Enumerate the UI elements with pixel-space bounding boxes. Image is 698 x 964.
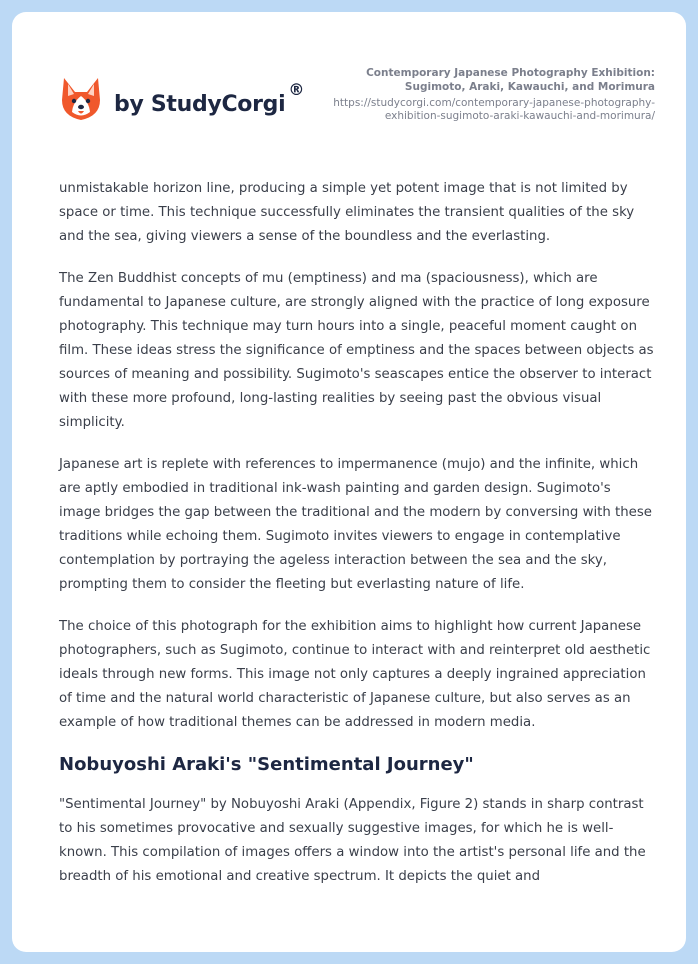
document-body — [59, 177, 656, 907]
paragraph: Japanese art is replete with references to impermanence (mujo) and the infinite, which are aptly embodied in traditional ink-wash painting and garden design. Sugimoto's image bridges the gap between the traditional and the modern by conversing with these traditions while echoing them. Sugimoto invites viewers to engage in contemplative contemplation by portraying the ageless interaction between the sea and the sky, prompting them to consider the fleeting but everlasting nature of life. — [59, 457, 652, 592]
paragraph: The choice of this photograph for the exhibition aims to highlight how current Japanese photographers, such as Sugimoto, continue to interact with and reinterpret old aesthetic ideals through new forms. This image not only captures a deeply ingrained appreciation of time and the natural world characteristic of Japanese culture, but also serves as an example of how traditional themes can be addressed in modern media. — [59, 619, 651, 730]
document-page — [12, 12, 686, 952]
section-heading: Nobuyoshi Araki's "Sentimental Journey" — [59, 754, 474, 775]
brand-name: by StudyCorgi — [114, 91, 286, 117]
paragraph: The Zen Buddhist concepts of mu (emptiness) and ma (spaciousness), which are fundamental to Japanese culture, are strongly aligned with the practice of long exposure photography. This technique may turn hours into a single, peaceful moment caught on film. These ideas stress the significance of emptiness and the spaces between objects as sources of meaning and possibility. Sugimoto's seascapes entice the observer to interact with these more profound, long-lasting realities by seeing past the obvious visual simplicity. — [59, 271, 654, 430]
studycorgi-logo[interactable] — [60, 76, 304, 122]
registered-mark: ® — [288, 79, 305, 99]
document-url-line-1: https://studycorgi.com/contemporary-japanese-photography- — [333, 97, 655, 109]
document-title — [295, 66, 655, 94]
corgi-icon — [60, 76, 102, 122]
paragraph: "Sentimental Journey" by Nobuyoshi Araki (Appendix, Figure 2) stands in sharp contrast to his sometimes provocative and sexually suggestive images, for which he is well-known. This compilation of images offers a window into the artist's personal life and the breadth of his emotional and creative spectrum. It depicts the quiet and — [59, 797, 646, 884]
document-title-line-2: Sugimoto, Araki, Kawauchi, and Morimura — [404, 81, 655, 93]
document-url[interactable] — [295, 97, 655, 123]
document-url-line-2: exhibition-sugimoto-araki-kawauchi-and-morimura/ — [384, 110, 655, 122]
paragraph: unmistakable horizon line, producing a simple yet potent image that is not limited by space or time. This technique successfully eliminates the transient qualities of the sky and the sea, giving viewers a sense of the boundless and the everlasting. — [59, 181, 635, 244]
document-title-line-1: Contemporary Japanese Photography Exhibition: — [366, 67, 655, 79]
document-header-info — [295, 66, 655, 123]
